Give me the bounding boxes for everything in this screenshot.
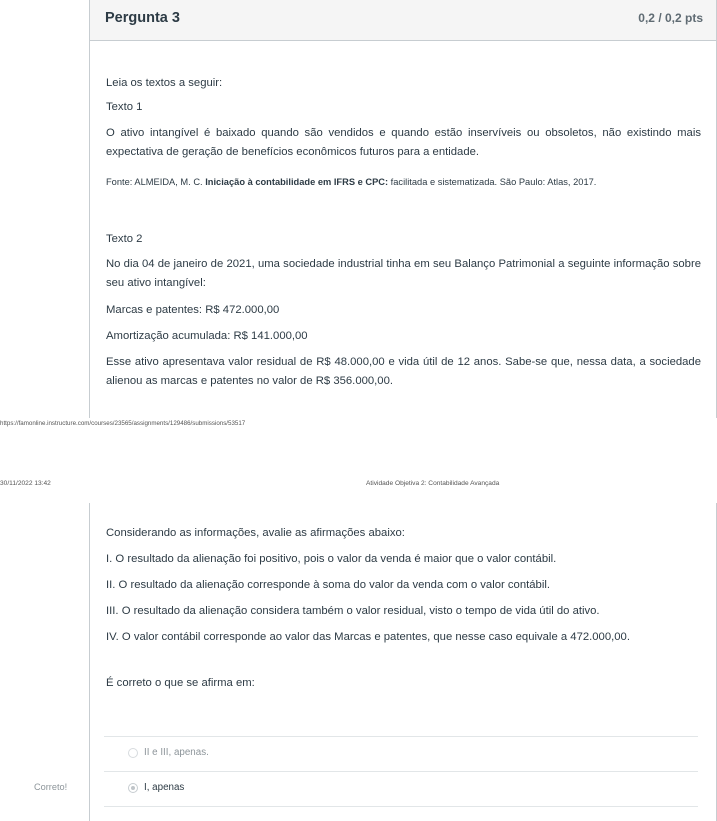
radio-selected-icon[interactable] bbox=[128, 783, 138, 793]
amortizacao-text: Amortização acumulada: R$ 141.000,00 bbox=[106, 330, 308, 342]
answer-option-selected[interactable] bbox=[104, 771, 698, 807]
answer-option[interactable] bbox=[104, 736, 698, 771]
question-prompt: É correto o que se afirma em: bbox=[106, 677, 255, 689]
texto2-title: Texto 2 bbox=[106, 233, 143, 245]
source-citation bbox=[106, 175, 701, 189]
texto2-body: No dia 04 de janeiro de 2021, uma sociedade industrial tinha em seu Balanço Patrimonial a seguinte informação sobre seu ativo intangível: bbox=[106, 258, 701, 289]
print-date: 30/11/2022 13:42 bbox=[0, 480, 51, 487]
question-points: 0,2 / 0,2 pts bbox=[638, 11, 703, 25]
statement-4: IV. O valor contábil corresponde ao valor das Marcas e patentes, que nesse caso equivale a 472.000,00. bbox=[106, 631, 630, 643]
statement-1: I. O resultado da alienação foi positivo, pois o valor da venda é maior que o valor contábil. bbox=[106, 553, 557, 565]
answer-label: II e III, apenas. bbox=[144, 747, 209, 758]
print-document-title: Atividade Objetiva 2: Contabilidade Avançada bbox=[366, 480, 500, 487]
source-bold: Iniciação à contabilidade em IFRS e CPC: bbox=[205, 177, 389, 187]
considerando-text: Considerando as informações, avalie as afirmações abaixo: bbox=[106, 527, 405, 539]
residual-text: Esse ativo apresentava valor residual de R$ 48.000,00 e vida útil de 12 anos. Sabe-se que, nessa data, a sociedade alienou as marcas e patentes no valor de R$ 356.000,00. bbox=[106, 356, 701, 387]
print-url: https://famonline.instructure.com/courses/23565/assignments/129486/submissions/53517 bbox=[0, 420, 246, 427]
answer-label: I, apenas bbox=[144, 782, 185, 793]
answer-list bbox=[104, 736, 698, 807]
marcas-text: Marcas e patentes: R$ 472.000,00 bbox=[106, 304, 280, 316]
correct-flag: Correto! bbox=[34, 782, 68, 792]
statement-2: II. O resultado da alienação corresponde à soma do valor da venda com o valor contábil. bbox=[106, 579, 550, 591]
texto1-body: O ativo intangível é baixado quando são vendidos e quando estão inservíveis ou obsoletos, não existindo mais expectativa de geração de benefícios econômicos futuros para a entidade. bbox=[106, 127, 701, 158]
statement-3: III. O resultado da alienação considera também o valor residual, visto o tempo de vida útil do ativo. bbox=[106, 605, 600, 617]
intro-text: Leia os textos a seguir: bbox=[106, 77, 223, 89]
question-title: Pergunta 3 bbox=[105, 10, 180, 26]
source-prefix: Fonte: ALMEIDA, M. C. bbox=[106, 177, 206, 187]
texto1-title: Texto 1 bbox=[106, 101, 143, 113]
question-header bbox=[90, 0, 716, 41]
radio-icon[interactable] bbox=[128, 748, 138, 758]
source-suffix: facilitada e sistematizada. São Paulo: Atlas, 2017. bbox=[388, 177, 597, 187]
